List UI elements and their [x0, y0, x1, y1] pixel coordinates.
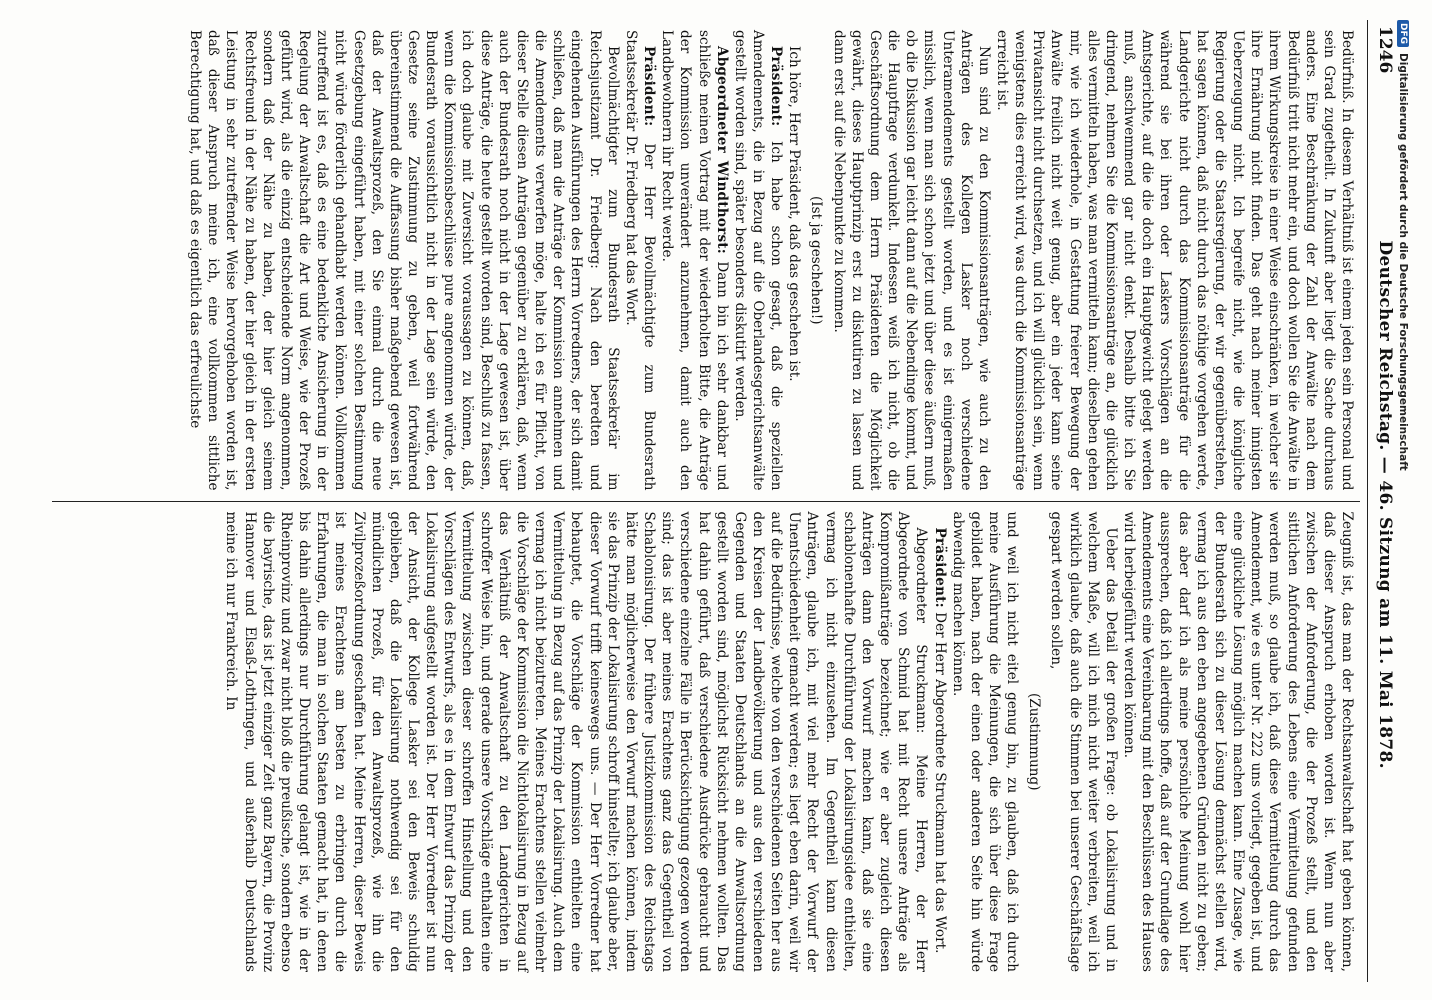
speaker-name: Präsident: — [641, 46, 658, 127]
dfg-logo: DFG — [1397, 20, 1409, 47]
paragraph-text: und weil ich nicht eitel genug bin, zu glauben, daß ich durch meine Ausführung die Meinungen, die sich über diese Frage gebildet haben, nach der einen oder anderen Seite hin würde abwendig machen können. — [949, 511, 1021, 972]
paragraph — [1120, 512, 1356, 973]
text-columns — [52, 20, 1360, 982]
paragraph — [930, 512, 948, 973]
paragraph-text: Dann bin ich sehr dankbar und schließe meinen Vortrag mit der wiederholten Bitte, die Anträge der Kommission unverändert anzunehmen, damit auch den Landbewohnern ihr Recht werde. — [659, 30, 730, 491]
speaker-name: Präsident: — [768, 46, 785, 127]
paragraph-text: Nun sind zu den Kommissionsanträgen, wie auch zu den Anträgen des Kollegen Lasker noch verschiedene Unteramendements gestellt worden, und es ist einigermaßen misslich, wenn man sich schon jetzt und über diese äußern muß, ob die Diskussion gar leicht dann auf die Nebendinge kommt, und die Hauptfrage verdunkelt. Indessen weiß ich nicht, ob die Geschäftsordnung dem Herrn Präsidenten die Möglichkeit gewährt, dieses Hauptprinzip erst zu diskutiren zu lassen und dann erst auf die Nebenpunkte zu kommen. — [830, 30, 992, 491]
speaker-name: Präsident: — [931, 527, 948, 608]
paragraph-text: Ich habe schon gesagt, daß die speziellen Amendements, die in Bezug auf die Oberlandesgerichtsanwälte gestellt worden sind, später besonders diskutirt werden. — [731, 30, 785, 491]
paragraph — [622, 30, 658, 491]
text-column-left — [52, 20, 1360, 501]
paragraph-text: Der Herr Abgeordnete Struckmann hat das Wort. — [931, 607, 948, 954]
interjection — [807, 30, 825, 491]
paragraph-text: Bevollmächtigter zum Bundesrath Staatssekretär im Reichsjustizamt Dr. Friedberg: Nach den beredten und eingehenden Ausführungen des Herrn Vorredners, der sich damit schließen, daß man die Anträge der Kommission annehmen und die Amendements verwerfen möge, halte ich es für Pflicht, von dieser Stelle diesen Anträgen gegenüber zu erklären, daß, wenn auch der Bundesrath noch nicht in der Lage gewesen ist, über diese Anträge, die heute gestellt worden sind, Beschluß zu fassen, ich doch glaube mit Zuversicht voraussagen zu können, daß, wenn die Kommissionsbeschlüsse pure angenommen würde, der Bundesrath voraussichtlich nicht in der Lage sein würde, den Gesetze seine Zustimmung zu geben, weil fortwährend übereinstimmend die Auffassung bisher maßgebend gewesen ist, daß der Anwaltsprozeß, den Sie einmal durch die neue Gesetzgebung eingeführt haben, mit einer solchen Bestimmung nicht würde förderlich gehandhabt werden können. Vollkommen zutreffend ist es, daß es eine bedenkliche Ansicherung in der Regelung der Anwaltschaft die Art und Weise, wie der Prozeß geführt wird, als die einzig entscheidende Norm angenommen, sondern daß der Nähe zu haben, der hier gleich seinem Rechtsfreund in der Nähe zu haben, der hier gleich in der ersten Leistung in sehr zutreffender Weise hervorgehoben worden ist, daß dieser Anspruch meine ich, eine vollkommen sittliche Berechtigung hat, und daß es eigentlich das erfreulichste — [187, 30, 621, 491]
paragraph — [949, 512, 1022, 973]
paragraph — [1047, 512, 1120, 973]
digitization-credit — [1394, 20, 1412, 980]
paragraph-text: Zeugniß ist, das man der Rechtsanwaltschaft hat geben können, daß dieser Anspruch erhoben worden ist. Wenn nun aber zwischen der Anforderung, die der Prozeß stellt, und den sittlichen Anforderung des Lebens eine Vermittelung gefunden werden muß, so glaube ich, daß diese Vermittelung durch das Amendement, wie es unter Nr. 222 uns vorliegt, gegeben ist, und eine glückliche Lösung möglich machen kann. Eine Zusage, wie der Bundesrath sich zu dieser Lösung demnächst stellen wird, vermag ich aus den eben angegebenen Gründen nicht zu geben; das aber darf ich als meine persönliche Meinung wohl hier aussprechen, daß ich allerdings hoffe, daß auf der Grundlage des Amendements eine Vereinbarung mit den Beschlüssen des Hauses wird herbeigeführt werden können. — [1121, 511, 1355, 972]
page-title: Deutscher Reichstag. — 46. Sitzung am 11. Mai 1878. — [1375, 240, 1395, 769]
paragraph-text: Bedürfniß. In diesem Verhältniß ist einem jeden sein Personal und sein Grad zugetheilt. In Zukunft aber liegt die Sache durchaus anders. Eine Beschränkung der Zahl der Anwälte nach dem Bedürfniß tritt nicht mehr ein, und doch wollen Sie die Anwälte in ihrem Wirkungskreise in einer Weise einschränken, in welcher sie ihre Ernährung nicht finden. Das geht nach meiner innigsten Ueberzeugung nicht. Ich begreife nicht, wie die königliche Regierung oder die Staatsregierung, der wir gegenüberstehen, hat sagen können, daß nicht durch das nöthige vorgehen werde, Landgerichte nicht durch das Kommissionsanträge für die während sie bei ihren oder Laskers Vorschlägen an die Amtsgerichte, auf die die doch ein Hauptgewicht gelegt werden muß, anschwemmend gar nicht denkt. Deshalb bitte ich Sie dringend, nehmen Sie die Kommissionsanträge an, die glücklich alles vermitteln haben, was man vermitteln kann; dieselben gehen mir, wie ich wiederhole, in Gestattung freierer Bewegung der Anwälte freilich nicht weit genug, aber ein jeder kann seine Privatansicht nicht durchsetzen, und ich will glücklich sein, wenn wenigstens dies erreicht wird, was durch die Kommissionsanträge erreicht ist. — [994, 30, 1355, 491]
paragraph — [993, 30, 1356, 491]
printed-page — [38, 6, 1410, 996]
paragraph — [829, 30, 992, 491]
paragraph — [731, 30, 785, 491]
paragraph-text: Der Herr Bevollmächtigte zum Bundesrath Staatssekretär Dr. Friedberg hat das Wort. — [622, 30, 658, 491]
paragraph — [222, 512, 930, 973]
paragraph — [658, 30, 731, 491]
paragraph — [186, 30, 622, 491]
interjection — [1025, 512, 1043, 973]
text-column-right — [52, 501, 1360, 983]
page-number: 1246 — [1375, 26, 1395, 74]
paragraph-text: (Zustimmung) — [1026, 692, 1043, 791]
paragraph-text: Ich höre, Herr Präsident, daß das geschehen ist. — [786, 46, 803, 382]
digitization-credit-text: Digitalisierung gefördert durch die Deutsche Forschungsgemeinschaft — [1397, 53, 1409, 471]
paragraph-text: Ueber das Detail der großen Frage: ob Lokalisirung und in welchem Maße, will ich mich nicht weiter verbreiten, weil ich wirklich glaube, daß auch die Stimmen bei unserer Geschäftslage gespart werden sollen, — [1048, 511, 1119, 972]
speaker-name: Abgeordneter Windthorst: — [713, 46, 730, 255]
paragraph-text: (Ist ja geschehen!) — [808, 195, 825, 325]
paragraph — [785, 30, 803, 491]
paragraph-text: Abgeordneter Struckmann: Meine Herren, der Herr Abgeordnete von Schmid hat mit Recht unsere Anträge als Kompromißanträge bezeichnet; wie er aber zugleich diesen Anträgen dann den Vorwurf machen kann, daß sie eine schablonenhafte Durchführung der Lokalisirungsidee enthielten, vermag ich nicht einzusehen. Im Gegentheil kann diesen Anträgen, glaube ich, mit viel mehr Recht der Vorwurf der Unentschiedenheit gemacht werden; es liegt eben darin, weil wir auf die Bedürfnisse, welche von den verschiedenen Seiten her aus den Kreisen der Landbevölkerung und aus den verschiedenen Gegenden und Staaten Deutschlands an die Anwaltsordnung gestellt worden sind, möglichst Rücksicht nehmen wollten. Das hat dahin geführt, daß verschiedene Ausdrücke gebraucht und verschiedene einzelne Fälle in Berücksichtigung gezogen worden sind; das ist aber meines Erachtens ganz das Gegentheil von Schablonisirung. Der frühere Justizkommission des Reichstags hätte man möglicherweise den Vorwurf machen können, indem sie das Prinzip der Lokalisirung schroff hinstellte; ich glaube aber, dieser Vorwurf trifft keineswegs uns. — Der Herr Vorredner hat behauptet, die Vorschläge der Kommission enthielten eine Vermittelung in Bezug auf das Prinzip der Lokalisirung. Auch dem vermag ich nicht beizutreten. Meines Erachtens stellen vielmehr die Vorschläge der Kommission die Nichtlokalisirung in Bezug auf das Verhältniß der Anwaltschaft zu den Landgerichten in schroffer Weise hin, und gerade unsere Vorschläge enthalten eine Vermittelung zwischen dieser schroffen Hinstellung und den Vorschlägen des Entwurfs, als es in dem Entwurf das Prinzip der Lokalisirung aufgestellt worden ist. Der Herr Vorredner ist nun der Ansicht, der Kollege Lasker sei den Beweis schuldig geblieben, daß die Lokalisirung nothwendig sei für den mündlichen Prozeß, für den Anwaltsprozeß, wie ihn die Zivilprozeßordnung geschaffen hat. Meine Herren, dieser Beweis ist meines Erachtens am besten zu erbringen durch die Erfahrungen, die man in solchen Staaten gemacht hat, in denen bis dahin allerdings nur Durchführung gelangt ist, wie in der Rheinprovinz und zwar nicht bloß die preußische, sondern ebenso die bayrische, das ist jetzt einziger Zeit ganz Bayern, die Provinz Hannover und Elsaß-Lothringen, und außerhalb Deutschlands meine ich nur Frankreich. In — [223, 511, 930, 972]
